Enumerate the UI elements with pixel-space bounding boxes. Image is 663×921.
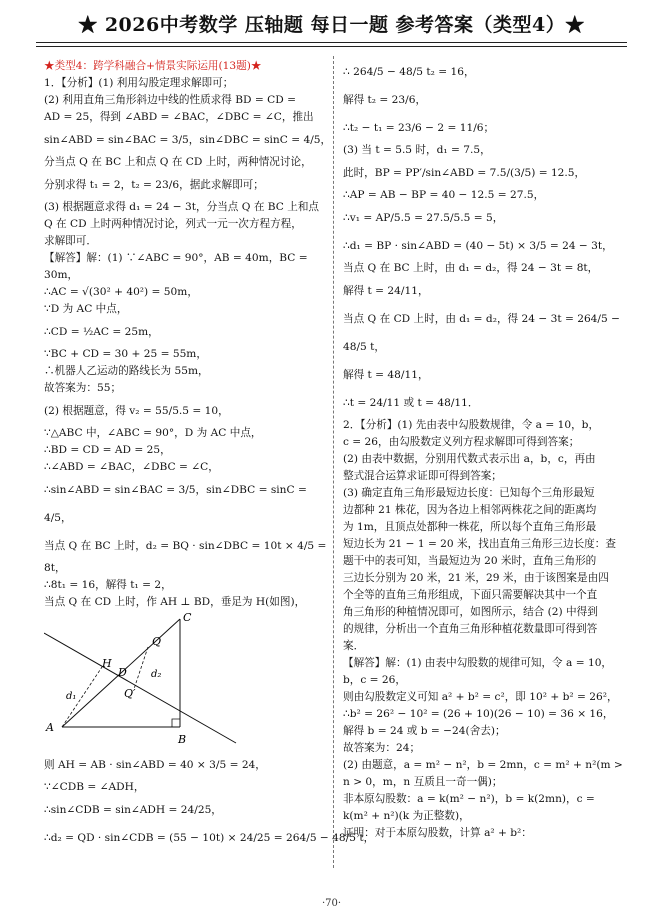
text-line: 48/5 t， — [343, 341, 386, 353]
text-line: ∴sin∠ABD = sin∠BAC = 3/5，sin∠DBC = sinC = — [44, 484, 307, 496]
text-line: (2) 由题意，a = m² − n²，b = 2mn，c = m² + n²(m > — [343, 759, 623, 771]
text-line: 解得 t = 48/11， — [343, 369, 429, 381]
text-line: ∴t = 24/11 或 t = 48/11． — [343, 397, 479, 409]
text-line: 则由勾股数定义可知 a² + b² = c²，即 10² + b² = 26²， — [343, 691, 618, 703]
text-line: ∴v₁ = AP/5.5 = 27.5/5.5 = 5， — [343, 212, 504, 224]
label-a: A — [46, 721, 54, 734]
text-line: 解得 t = 24/11， — [343, 285, 429, 297]
label-h: H — [102, 657, 112, 670]
text-line: ∴t₂ − t₁ = 23/6 − 2 = 11/6； — [343, 122, 495, 134]
text-line: ∵△ABC 中，∠ABC = 90°，D 为 AC 中点， — [44, 427, 262, 439]
text-line: 则 AH = AB · sin∠ABD = 40 × 3/5 = 24， — [44, 759, 266, 771]
text-line: (3) 根据题意求得 d₁ = 24 − 3t，分当点 Q 在 BC 上和点 — [44, 201, 320, 213]
label-q: Q — [152, 635, 162, 648]
label-d: D — [118, 666, 127, 679]
text-line: 故答案为：55； — [44, 382, 122, 394]
header-rule-top — [36, 42, 627, 43]
text-line: 的规律，分析出一个直角三角形种植花数量即可得到答 — [343, 623, 598, 635]
label-d2: d₂ — [151, 669, 162, 680]
label-q-prime: Q′ — [124, 687, 136, 700]
text-line: ∴AC = √(30² + 40²) = 50m， — [44, 286, 198, 298]
text-line: k(m² + n²)(k 为正整数)， — [343, 810, 470, 822]
text-line: ∵BC + CD = 30 + 25 = 55m， — [44, 348, 207, 360]
text-line: 30m， — [44, 269, 79, 281]
text-line: ∴BD = CD = AD = 25， — [44, 444, 171, 456]
text-line: ∴d₂ = QD · sin∠CDB = (55 − 10t) × 24/25 = 264/5 − 48/5 t， — [44, 832, 375, 844]
text-line: 1．【分析】(1) 利用勾股定理求解即可； — [44, 77, 234, 89]
text-line: Q 在 CD 上时两种情况讨论，列式一元一次方程方程， — [44, 218, 302, 230]
label-b: B — [178, 733, 187, 746]
text-line: 【解答】解：(1) ∵∠ABC = 90°，AB = 40m，BC = — [44, 252, 308, 264]
text-line: 分别求得 t₁ = 2，t₂ = 23/6，据此求解即可； — [44, 179, 264, 191]
text-line: 整式混合运算求证即可得到答案； — [343, 470, 502, 482]
left-text-block-after-figure — [44, 751, 375, 852]
page-number: ·70· — [321, 898, 342, 909]
text-line: ∴d₁ = BP · sin∠ABD = (40 − 5t) × 3/5 = 24 − 3t， — [343, 240, 613, 252]
text-line: 求解即可． — [44, 235, 97, 247]
text-line: 当点 Q 在 CD 上时，作 AH ⊥ BD，垂足为 H(如图)， — [44, 596, 306, 608]
text-line: (2) 根据题意，得 v₂ = 55/5.5 = 10， — [44, 405, 229, 417]
right-angle-mark-b — [172, 719, 180, 727]
right-text-block — [343, 58, 625, 842]
text-line: 证明：对于本原勾股数，计算 a² + b²： — [343, 827, 532, 839]
geometry-figure — [44, 611, 327, 751]
text-line: 8t， — [44, 562, 66, 574]
page-title: ★ 2026中考数学 压轴题 每日一题 参考答案（类型4）★ — [78, 14, 585, 36]
label-d1: d₁ — [66, 691, 77, 702]
text-line: 此时，BP = PP′/sin∠ABD = 7.5/(3/5) = 12.5， — [343, 167, 586, 179]
segment-qq-prime — [134, 647, 148, 689]
text-line: 角三角形的种植情况即可，如图所示，结合 (2) 中得到 — [343, 606, 598, 618]
text-line: ★类型4：跨学科融合+情景实际运用(13题)★ — [44, 60, 262, 72]
text-line: 为 1m，且顶点处都种一株花，所以每个直角三角形最 — [343, 521, 597, 533]
text-line: ∴sin∠CDB = sin∠ADH = 24/25， — [44, 804, 222, 816]
text-line: ∴8t₁ = 16，解得 t₁ = 2， — [44, 579, 172, 591]
column-divider — [333, 56, 334, 868]
text-line: 分当点 Q 在 BC 上和点 Q 在 CD 上时，两种情况讨论， — [44, 156, 312, 168]
text-line: 边都种 21 株花，因为各边上相邻两株花之间的距离均 — [343, 504, 597, 516]
text-line: 故答案为：24； — [343, 742, 421, 754]
text-line: ∴b² = 26² − 10² = (26 + 10)(26 − 10) = 36 × 16， — [343, 708, 614, 720]
text-line: (2) 由表中数据，分别用代数式表示出 a，b，c，再由 — [343, 453, 596, 465]
text-line: 个全等的直角三角形组成，下面只需要解决其中一个直 — [343, 589, 598, 601]
text-line: 【解答】解：(1) 由表中勾股数的规律可知，令 a = 10， — [343, 657, 613, 669]
text-line: 案． — [343, 640, 365, 652]
text-line: 三边长分别为 20 米，21 米，29 米，由于该图案是由四 — [343, 572, 609, 584]
left-text-block — [44, 58, 332, 611]
text-line: ∴AP = AB − BP = 40 − 12.5 = 27.5， — [343, 189, 545, 201]
text-line: 4/5， — [44, 512, 72, 524]
text-line: 当点 Q 在 CD 上时，由 d₁ = d₂，得 24 − 3t = 264/5 − — [343, 313, 620, 325]
right-column — [343, 58, 625, 842]
text-line: 题干中的表可知，当最短边为 20 米时，直角三角形的 — [343, 555, 597, 567]
text-line: ∵D 为 AC 中点， — [44, 303, 128, 315]
label-c: C — [183, 611, 192, 624]
text-line: n > 0，m，n 互质且一奇一偶)； — [343, 776, 503, 788]
text-line: (3) 当 t = 5.5 时，d₁ = 7.5， — [343, 144, 491, 156]
text-line: sin∠ABD = sin∠BAC = 3/5，sin∠DBC = sinC = 4/5， — [44, 134, 332, 146]
text-line: 解得 b = 24 或 b = −24(舍去)； — [343, 725, 506, 737]
text-line: 非本原勾股数：a = k(m² − n²)，b = k(2mn)，c = — [343, 793, 595, 805]
text-line: 当点 Q 在 BC 上时，d₂ = BQ · sin∠DBC = 10t × 4/5 = — [44, 540, 327, 552]
text-line: (2) 利用直角三角形斜边中线的性质求得 BD = CD = — [44, 94, 296, 106]
triangle-diagram-svg — [44, 611, 327, 751]
text-line: 解得 t₂ = 23/6， — [343, 94, 427, 106]
text-line: 短边长为 21 − 1 = 20 米，找出直角三角形三边长度：查 — [343, 538, 616, 550]
text-line: b，c = 26， — [343, 674, 406, 686]
text-line: ∵∠CDB = ∠ADH， — [44, 781, 145, 793]
text-line: 2．【分析】(1) 先由表中勾股数规律，令 a = 10，b， — [343, 419, 600, 431]
text-line: 当点 Q 在 BC 上时，由 d₁ = d₂，得 24 − 3t = 8t， — [343, 262, 599, 274]
text-line: ∴∠ABD = ∠BAC，∠DBC = ∠C， — [44, 461, 219, 473]
header-rule-bottom — [36, 46, 627, 47]
text-line: AD = 25，得到 ∠ABD = ∠BAC，∠DBC = ∠C，推出 — [44, 111, 314, 123]
text-line: ∴ 264/5 − 48/5 t₂ = 16， — [343, 66, 475, 78]
text-line: ∴CD = ½AC = 25m， — [44, 326, 159, 338]
text-line: (3) 确定直角三角形最短边长度：已知每个三角形最短 — [343, 487, 595, 499]
text-line: ∴机器人乙运动的路线长为 55m， — [44, 365, 209, 377]
text-line: c = 26，由勾股数定义列方程求解即可得到答案； — [343, 436, 580, 448]
